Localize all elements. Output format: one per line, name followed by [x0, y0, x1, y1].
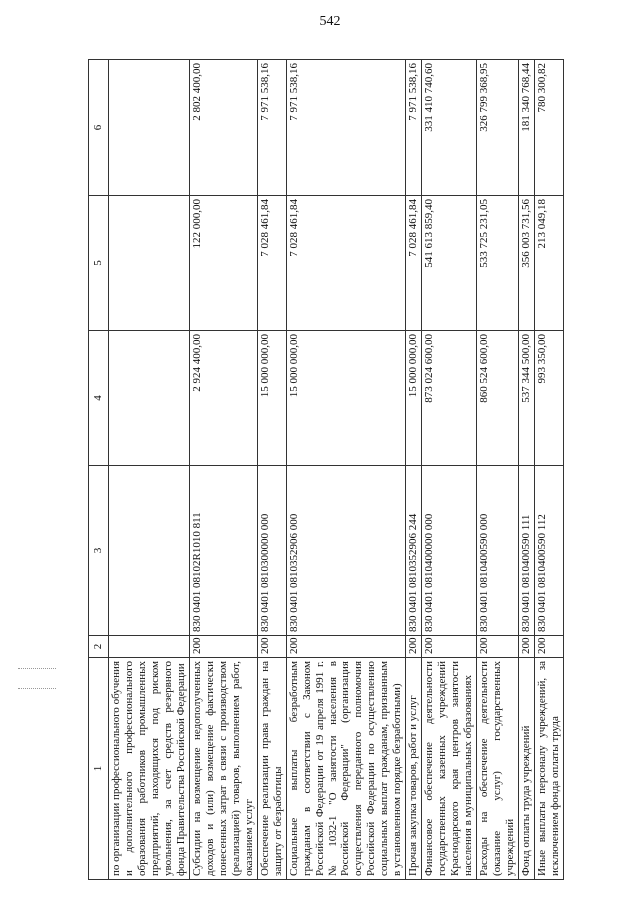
table-cell-code: 830 0401 0810400000 000	[422, 466, 477, 636]
table-cell-v4: 15 000 000,00	[406, 331, 422, 466]
table-cell-v6: 326 799 368,95	[477, 60, 519, 196]
table-cell-name: Фонд оплаты труда учреждений	[519, 658, 535, 880]
table-row	[477, 60, 519, 880]
table-cell-v4	[109, 331, 190, 466]
table-cell-c2: 200	[189, 636, 257, 658]
header-row	[89, 60, 109, 880]
table-cell-code: 830 0401 0810300000 000	[257, 466, 286, 636]
scan-mark	[18, 668, 56, 669]
table-cell-c2: 200	[477, 636, 519, 658]
budget-table-rotated	[88, 60, 608, 880]
table-cell-v6: 7 971 538,16	[286, 60, 406, 196]
header-cell: 4	[89, 331, 109, 466]
table-cell-code	[109, 466, 190, 636]
table-cell-code: 830 0401 0810352906 000	[286, 466, 406, 636]
table-row	[257, 60, 286, 880]
table-cell-v4: 15 000 000,00	[257, 331, 286, 466]
budget-table	[88, 59, 564, 880]
table-cell-name: Иные выплаты персоналу учреждений, за исключением фонда оплаты труда	[535, 658, 564, 880]
table-cell-name: Расходы на обеспечение деятельности (оказание услуг) государственных учреждений	[477, 658, 519, 880]
header-cell: 6	[89, 60, 109, 196]
table-cell-c2: 200	[406, 636, 422, 658]
table-cell-v6: 2 802 400,00	[189, 60, 257, 196]
table-cell-v4: 873 024 600,00	[422, 331, 477, 466]
table-cell-v4: 537 344 500,00	[519, 331, 535, 466]
table-cell-c2: 200	[535, 636, 564, 658]
table-row	[189, 60, 257, 880]
table-cell-name: Обеспечение реализации права граждан на защиту от безработицы	[257, 658, 286, 880]
table-cell-code: 830 0401 0810400590 000	[477, 466, 519, 636]
table-row	[286, 60, 406, 880]
scan-mark	[18, 688, 56, 689]
table-cell-v5: 7 028 461,84	[286, 196, 406, 331]
table-cell-v6: 7 971 538,16	[257, 60, 286, 196]
table-cell-v6: 780 300,82	[535, 60, 564, 196]
page-number: 542	[319, 14, 341, 29]
table-row	[406, 60, 422, 880]
table-row	[422, 60, 477, 880]
table-cell-v5: 533 725 231,05	[477, 196, 519, 331]
table-cell-v4: 15 000 000,00	[286, 331, 406, 466]
table-cell-name: по организации профессионального обучения и дополнительного профессионального образования работников промышленных предприятий, находящихся под риском увольнения, за счет средств резервного фонда Правительства Российской Федерации	[109, 658, 190, 880]
table-cell-code: 830 0401 0810400590 111	[519, 466, 535, 636]
table-row	[535, 60, 564, 880]
table-cell-v5: 7 028 461,84	[257, 196, 286, 331]
table-cell-v6	[109, 60, 190, 196]
header-cell: 5	[89, 196, 109, 331]
table-cell-c2: 200	[519, 636, 535, 658]
table-cell-v5: 541 613 859,40	[422, 196, 477, 331]
table-cell-code: 830 0401 0810400590 112	[535, 466, 564, 636]
table-cell-c2: 200	[286, 636, 406, 658]
table-cell-name: Субсидии на возмещение недополученных доходов и (или) возмещение фактически понесенных затрат в связи с производством (реализацией) товаров, выполнением работ, оказанием услуг	[189, 658, 257, 880]
table-cell-c2	[109, 636, 190, 658]
table-cell-c2: 200	[257, 636, 286, 658]
table-cell-v6: 181 340 768,44	[519, 60, 535, 196]
table-row	[109, 60, 190, 880]
table-cell-code: 830 0401 08102R1010 811	[189, 466, 257, 636]
table-cell-name: Прочая закупка товаров, работ и услуг	[406, 658, 422, 880]
table-cell-v5: 356 003 731,56	[519, 196, 535, 331]
table-cell-v5: 7 028 461,84	[406, 196, 422, 331]
table-row	[519, 60, 535, 880]
table-cell-v4: 2 924 400,00	[189, 331, 257, 466]
header-cell: 3	[89, 466, 109, 636]
table-cell-name: Социальные выплаты безработным гражданам в соответствии с Законом Российской Федерации от 19 апреля 1991 г. № 1032-1 "О занятости населения в Российской Федерации" (организация осуществления переданного полномочия Российской Федерации по осуществлению социальных выплат гражданам, признанным в установленном порядке безработными)	[286, 658, 406, 880]
table-cell-name: Финансовое обеспечение деятельности государственных казенных учреждений Краснодарского края центров занятости населения в муниципальных образованиях	[422, 658, 477, 880]
table-body	[109, 60, 564, 880]
table-cell-v6: 331 410 740,60	[422, 60, 477, 196]
header-cell: 2	[89, 636, 109, 658]
table-cell-v4: 860 524 600,00	[477, 331, 519, 466]
table-cell-v5: 122 000,00	[189, 196, 257, 331]
table-cell-v4: 993 350,00	[535, 331, 564, 466]
table-cell-code: 830 0401 0810352906 244	[406, 466, 422, 636]
table-cell-v6: 7 971 538,16	[406, 60, 422, 196]
table-cell-c2: 200	[422, 636, 477, 658]
table-cell-v5	[109, 196, 190, 331]
header-cell: 1	[89, 658, 109, 880]
table-cell-v5: 213 049,18	[535, 196, 564, 331]
